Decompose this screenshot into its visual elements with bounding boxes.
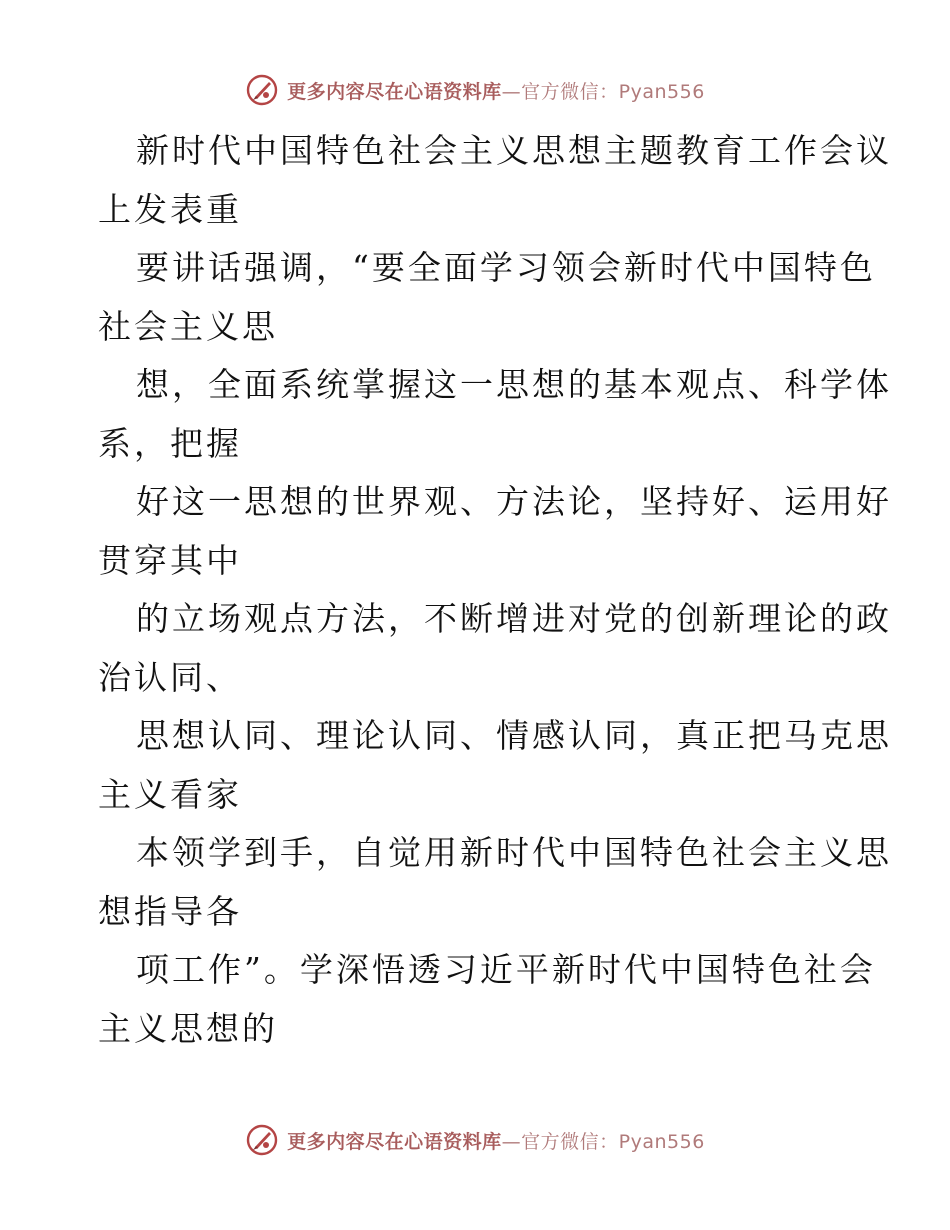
paragraph-line: 主义看家 [98, 774, 242, 814]
paragraph [98, 941, 876, 1058]
banner-main-text: 更多内容尽在心语资料库 [287, 1130, 502, 1153]
paragraph-line: 上发表重 [98, 189, 242, 229]
paragraph-line: 的立场观点方法，不断增进对党的创新理论的政 [136, 599, 892, 638]
paragraph-line: 治认同、 [98, 657, 242, 697]
quill-seal-icon [245, 73, 279, 107]
paragraph [98, 707, 892, 824]
paragraph [98, 239, 876, 356]
banner-suffix-text: 官方微信：Pyan556 [521, 1130, 705, 1153]
paragraph-line: 贯穿其中 [98, 540, 242, 580]
paragraph [98, 590, 892, 707]
paragraph [98, 122, 892, 239]
banner-suffix-text: 官方微信：Pyan556 [521, 80, 705, 103]
paragraph-line: 新时代中国特色社会主义思想主题教育工作会议 [136, 131, 892, 170]
banner-separator: — [501, 80, 522, 103]
paragraph-line: 想，全面系统掌握这一思想的基本观点、科学体 [136, 365, 892, 404]
quill-seal-icon [245, 1123, 279, 1157]
paragraph-line: 社会主义思 [98, 306, 278, 346]
banner-main-text: 更多内容尽在心语资料库 [287, 80, 502, 103]
paragraph [98, 824, 892, 941]
paragraph [98, 356, 892, 473]
paragraph-line: 系，把握 [98, 423, 242, 463]
banner-separator: — [501, 1130, 522, 1153]
paragraph-line: 想指导各 [98, 891, 242, 931]
paragraph-line: 要讲话强调，“要全面学习领会新时代中国特色 [136, 248, 876, 287]
paragraph [98, 473, 892, 590]
document-body [98, 122, 892, 1058]
header-banner [0, 70, 950, 110]
paragraph-line: 本领学到手，自觉用新时代中国特色社会主义思 [136, 833, 892, 872]
paragraph-line: 项工作”。学深悟透习近平新时代中国特色社会 [136, 950, 876, 989]
footer-banner [0, 1120, 950, 1160]
paragraph-line: 思想认同、理论认同、情感认同，真正把马克思 [136, 716, 892, 755]
paragraph-line: 好这一思想的世界观、方法论，坚持好、运用好 [136, 482, 892, 521]
paragraph-line: 主义思想的 [98, 1008, 278, 1048]
